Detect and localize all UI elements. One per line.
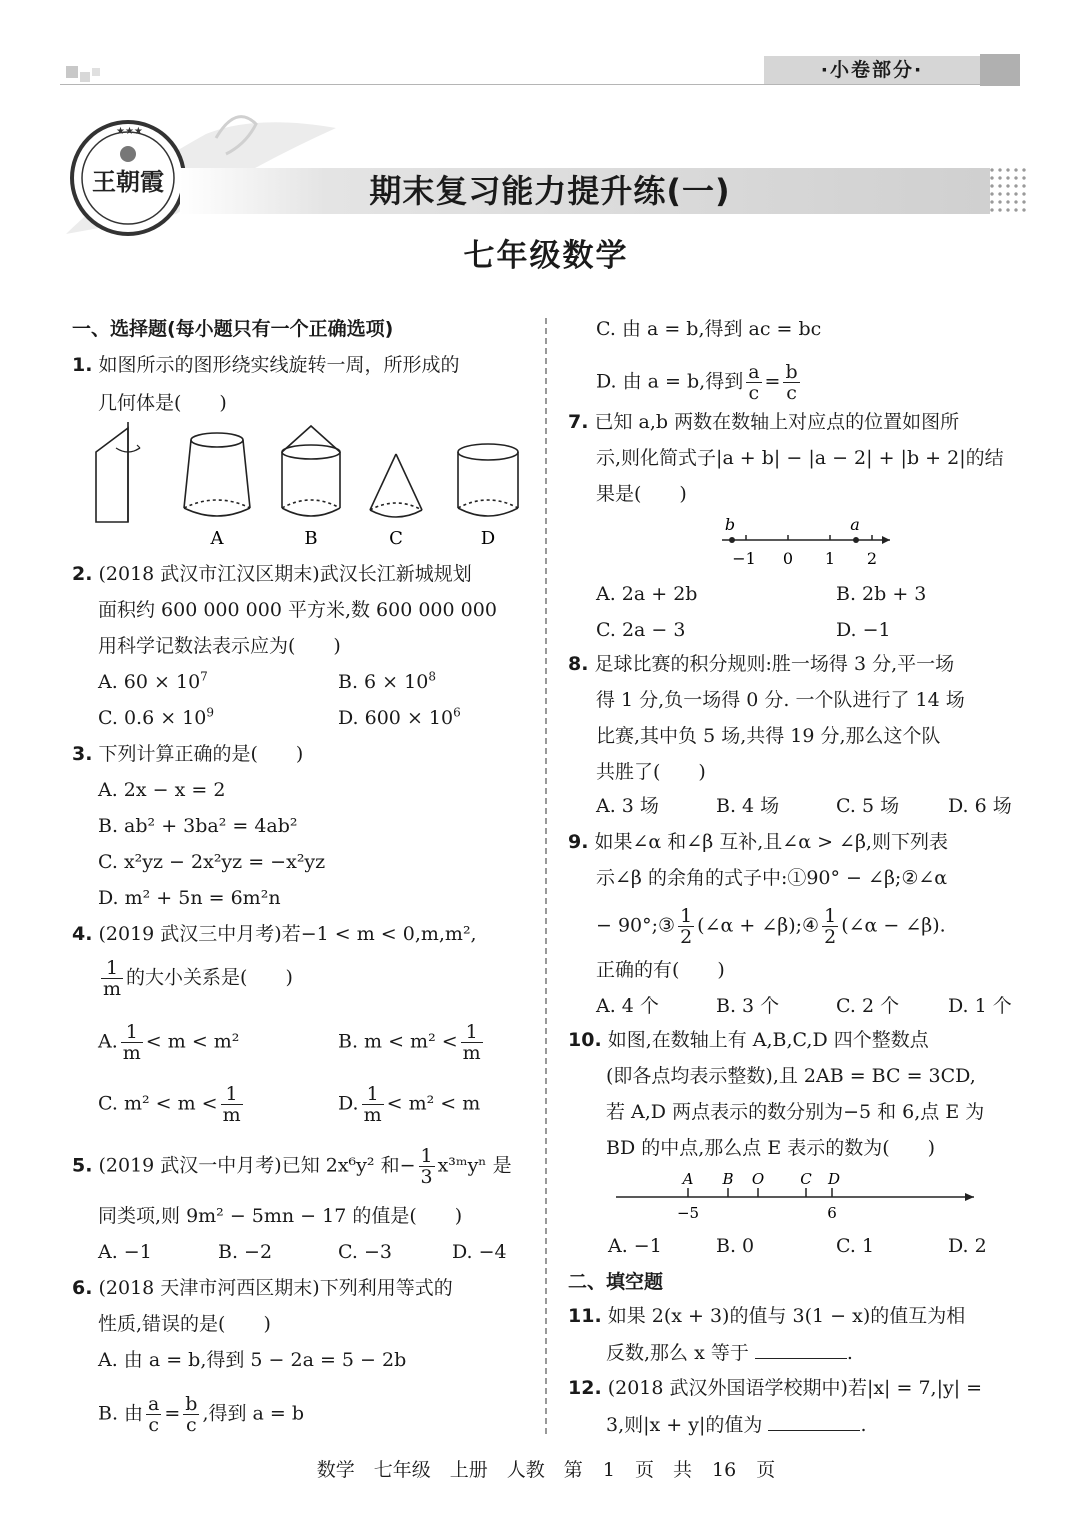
question-text: (2018 天津市河西区期末)下列利用等式的 bbox=[98, 1277, 453, 1299]
question-number: 1. bbox=[72, 354, 93, 376]
question-5: 5. (2019 武汉一中月考)已知 2x⁶y² 和− $\frac{1}{3}$ x³ᵐyⁿ 是 bbox=[72, 1145, 512, 1188]
option-c: C. 1 bbox=[836, 1235, 875, 1257]
question-5-line: 同类项,则 9m² − 5mn − 17 的值是( ) bbox=[98, 1205, 463, 1227]
section-tab-end bbox=[980, 54, 1020, 86]
question-text: 如图所示的图形绕实线旋转一周，所形成的 bbox=[98, 354, 460, 376]
question-10-line: BD 的中点,那么点 E 表示的数为( ) bbox=[606, 1137, 936, 1159]
question-number: 2. bbox=[72, 563, 93, 585]
section-tab: ·小卷部分· bbox=[764, 56, 980, 84]
figure-label: A bbox=[210, 528, 224, 549]
fraction: $\frac{1}{2}$ bbox=[824, 905, 837, 948]
fraction: $\frac{1}{m}$ bbox=[462, 1021, 481, 1064]
fraction: $\frac{b}{c}$ bbox=[185, 1393, 198, 1436]
option-d: D. m² + 5n = 6m²n bbox=[98, 887, 281, 909]
question-12 bbox=[568, 1376, 982, 1400]
option-a: A. −1 bbox=[98, 1241, 152, 1263]
option-c: C. m² < m < $\frac{1}{m}$ bbox=[98, 1083, 241, 1126]
number-line-10 bbox=[614, 1166, 980, 1224]
option-b: B. 4 场 bbox=[716, 795, 780, 817]
tick-label: −1 bbox=[732, 549, 756, 568]
fraction: $\frac{1}{3}$ bbox=[420, 1145, 433, 1188]
fraction: $\frac{1}{2}$ bbox=[680, 905, 693, 948]
question-8 bbox=[568, 652, 954, 676]
axis-label: A bbox=[682, 1170, 694, 1188]
header-square bbox=[80, 72, 90, 82]
question-7-line: 果是( ) bbox=[596, 483, 687, 505]
option-b: B. −2 bbox=[218, 1241, 273, 1263]
header-square bbox=[66, 66, 78, 78]
question-9-line: 正确的有( ) bbox=[596, 959, 725, 981]
option-d: D. 1 个 bbox=[948, 995, 1012, 1017]
option-b: B. 2b + 3 bbox=[836, 583, 927, 605]
axis-label: C bbox=[800, 1170, 812, 1188]
page-title: 期末复习能力提升练(一) bbox=[369, 172, 731, 210]
question-3 bbox=[72, 742, 303, 766]
option-d: D. −1 bbox=[836, 619, 891, 641]
answer-blank[interactable] bbox=[755, 1340, 847, 1359]
question-8-line: 共胜了( ) bbox=[596, 761, 706, 783]
question-4 bbox=[72, 922, 477, 946]
tick-label: 6 bbox=[827, 1204, 837, 1222]
option-c: C. x²yz − 2x²yz = −x²yz bbox=[98, 851, 326, 873]
option-b: B. ab² + 3ba² = 4ab² bbox=[98, 815, 298, 837]
question-text: 如果∠α 和∠β 互补,且∠α > ∠β,则下列表 bbox=[594, 831, 948, 853]
svg-text:★★★: ★★★ bbox=[116, 126, 143, 137]
question-2-line: 面积约 600 000 000 平方米,数 600 000 000 bbox=[98, 599, 497, 621]
question-number: 11. bbox=[568, 1305, 602, 1327]
axis-label: b bbox=[724, 515, 736, 534]
question-text: 下列计算正确的是( ) bbox=[98, 743, 304, 765]
question-number: 7. bbox=[568, 411, 589, 433]
axis-label: B bbox=[722, 1170, 734, 1188]
axis-label: a bbox=[850, 515, 860, 534]
solids-figure bbox=[90, 422, 530, 552]
header-square bbox=[92, 68, 100, 76]
option-d: D. 6 场 bbox=[948, 795, 1012, 817]
question-8-line: 得 1 分,负一场得 0 分. 一个队进行了 14 场 bbox=[596, 689, 965, 711]
axis-label: O bbox=[751, 1170, 765, 1188]
option-c: C. 2 个 bbox=[836, 995, 900, 1017]
figure-label: C bbox=[389, 528, 403, 549]
question-text: 已知 a,b 两数在数轴上对应点的位置如图所 bbox=[594, 411, 960, 433]
page-footer: 数学 七年级 上册 人教 第 1 页 共 16 页 bbox=[316, 1459, 776, 1481]
question-1 bbox=[72, 353, 460, 377]
question-text: 如果 2(x + 3)的值与 3(1 − x)的值互为相 bbox=[607, 1305, 966, 1327]
question-text: (2018 武汉外国语学校期中)若|x| = 7,|y| = bbox=[607, 1377, 983, 1399]
question-6-line: 性质,错误的是( ) bbox=[98, 1313, 271, 1335]
option-d: D. −4 bbox=[452, 1241, 507, 1263]
question-text: 如图,在数轴上有 A,B,C,D 四个整数点 bbox=[607, 1029, 929, 1051]
tick-label: −5 bbox=[676, 1204, 700, 1222]
question-12-line: 3,则|x + y|的值为 . bbox=[606, 1414, 867, 1436]
tick-label: 1 bbox=[824, 549, 836, 568]
section-heading-2: 二、填空题 bbox=[568, 1271, 664, 1293]
question-8-line: 比赛,其中负 5 场,共得 19 分,那么这个队 bbox=[596, 725, 941, 747]
axis-label: D bbox=[827, 1170, 841, 1188]
option-b: B. m < m² < $\frac{1}{m}$ bbox=[338, 1021, 481, 1064]
fraction: $\frac{b}{c}$ bbox=[785, 361, 798, 404]
question-number: 4. bbox=[72, 923, 93, 945]
option-b: B. 由 $\frac{a}{c}$ = $\frac{b}{c}$ ,得到 a = b bbox=[98, 1393, 305, 1436]
fraction: $\frac{a}{c}$ bbox=[148, 1393, 160, 1436]
question-number: 5. bbox=[72, 1154, 93, 1177]
tick-label: 2 bbox=[866, 549, 878, 568]
question-number: 12. bbox=[568, 1377, 602, 1399]
question-text: (2019 武汉三中月考)若−1 < m < 0,m,m², bbox=[98, 923, 477, 945]
question-10-line: (即各点均表示整数),且 2AB = BC = 3CD, bbox=[606, 1065, 976, 1087]
question-2-line: 用科学记数法表示应为( ) bbox=[98, 635, 341, 657]
fraction: $\frac{1}{m}$ bbox=[103, 957, 122, 1000]
section-heading-1: 一、选择题(每小题只有一个正确选项) bbox=[72, 318, 394, 340]
option-d: D. $\frac{1}{m}$ < m² < m bbox=[338, 1083, 481, 1126]
option-a: A. $60 \times 10^7$ bbox=[98, 669, 208, 693]
question-6 bbox=[72, 1276, 453, 1300]
option-a: A. 由 a = b,得到 5 − 2a = 5 − 2b bbox=[98, 1349, 407, 1371]
question-1-line: 几何体是( ) bbox=[98, 392, 227, 414]
fraction: $\frac{1}{m}$ bbox=[363, 1083, 382, 1126]
option-c: C. −3 bbox=[338, 1241, 392, 1263]
question-10-line: 若 A,D 两点表示的数分别为−5 和 6,点 E 为 bbox=[606, 1101, 985, 1123]
tick-label: 0 bbox=[782, 549, 794, 568]
question-10 bbox=[568, 1028, 929, 1052]
answer-blank[interactable] bbox=[768, 1412, 860, 1431]
question-9-line: − 90°;③ $\frac{1}{2}$ (∠α + ∠β);④ $\frac{1}{2}$ (∠α − ∠β). bbox=[596, 905, 946, 948]
option-a: A. 2a + 2b bbox=[596, 583, 698, 605]
option-a: A. 3 场 bbox=[596, 795, 659, 817]
option-c: C. $0.6 \times 10^9$ bbox=[98, 705, 214, 729]
question-number: 8. bbox=[568, 653, 589, 675]
question-9 bbox=[568, 830, 948, 854]
option-b: B. $6 \times 10^8$ bbox=[338, 669, 436, 693]
option-d: D. $600 \times 10^6$ bbox=[338, 705, 461, 729]
option-a: A. −1 bbox=[608, 1235, 662, 1257]
figure-label: D bbox=[480, 528, 496, 549]
column-divider bbox=[545, 318, 547, 1434]
option-b: B. 0 bbox=[716, 1235, 755, 1257]
number-line-7 bbox=[718, 514, 908, 574]
question-2 bbox=[72, 562, 472, 586]
option-c: C. 5 场 bbox=[836, 795, 900, 817]
question-text: (2018 武汉市江汉区期末)武汉长江新城规划 bbox=[98, 563, 472, 585]
question-11 bbox=[568, 1304, 965, 1328]
option-c: C. 由 a = b,得到 ac = bc bbox=[596, 318, 822, 340]
option-a: A. 4 个 bbox=[596, 995, 659, 1017]
title-dots bbox=[988, 166, 1028, 216]
page-subtitle: 七年级数学 bbox=[463, 238, 629, 274]
option-b: B. 3 个 bbox=[716, 995, 780, 1017]
question-7 bbox=[568, 410, 959, 434]
question-number: 10. bbox=[568, 1029, 602, 1051]
fraction: $\frac{1}{m}$ bbox=[222, 1083, 241, 1126]
logo-text: 王朝霞 bbox=[92, 167, 164, 196]
header-rule bbox=[60, 84, 1020, 85]
fraction: $\frac{1}{m}$ bbox=[122, 1021, 141, 1064]
question-9-line: 示∠β 的余角的式子中:①90° − ∠β;②∠α bbox=[596, 867, 948, 889]
figure-label: B bbox=[304, 528, 318, 549]
question-11-line: 反数,那么 x 等于 . bbox=[606, 1342, 853, 1364]
option-d: D. 由 a = b,得到 $\frac{a}{c}$ = $\frac{b}{c}$ bbox=[596, 361, 798, 404]
option-a: A. 2x − x = 2 bbox=[98, 779, 226, 801]
option-d: D. 2 bbox=[948, 1235, 987, 1257]
question-7-line: 示,则化简式子|a + b| − |a − 2| + |b + 2|的结 bbox=[596, 447, 1004, 469]
question-4-line: $\frac{1}{m}$ 的大小关系是( ) bbox=[103, 957, 293, 1000]
question-text: 足球比赛的积分规则:胜一场得 3 分,平一场 bbox=[594, 653, 955, 675]
question-number: 9. bbox=[568, 831, 589, 853]
option-c: C. 2a − 3 bbox=[596, 619, 686, 641]
option-a: A. $\frac{1}{m}$ < m < m² bbox=[98, 1021, 240, 1064]
fraction: $\frac{a}{c}$ bbox=[748, 361, 760, 404]
question-number: 3. bbox=[72, 743, 93, 765]
question-number: 6. bbox=[72, 1277, 93, 1299]
